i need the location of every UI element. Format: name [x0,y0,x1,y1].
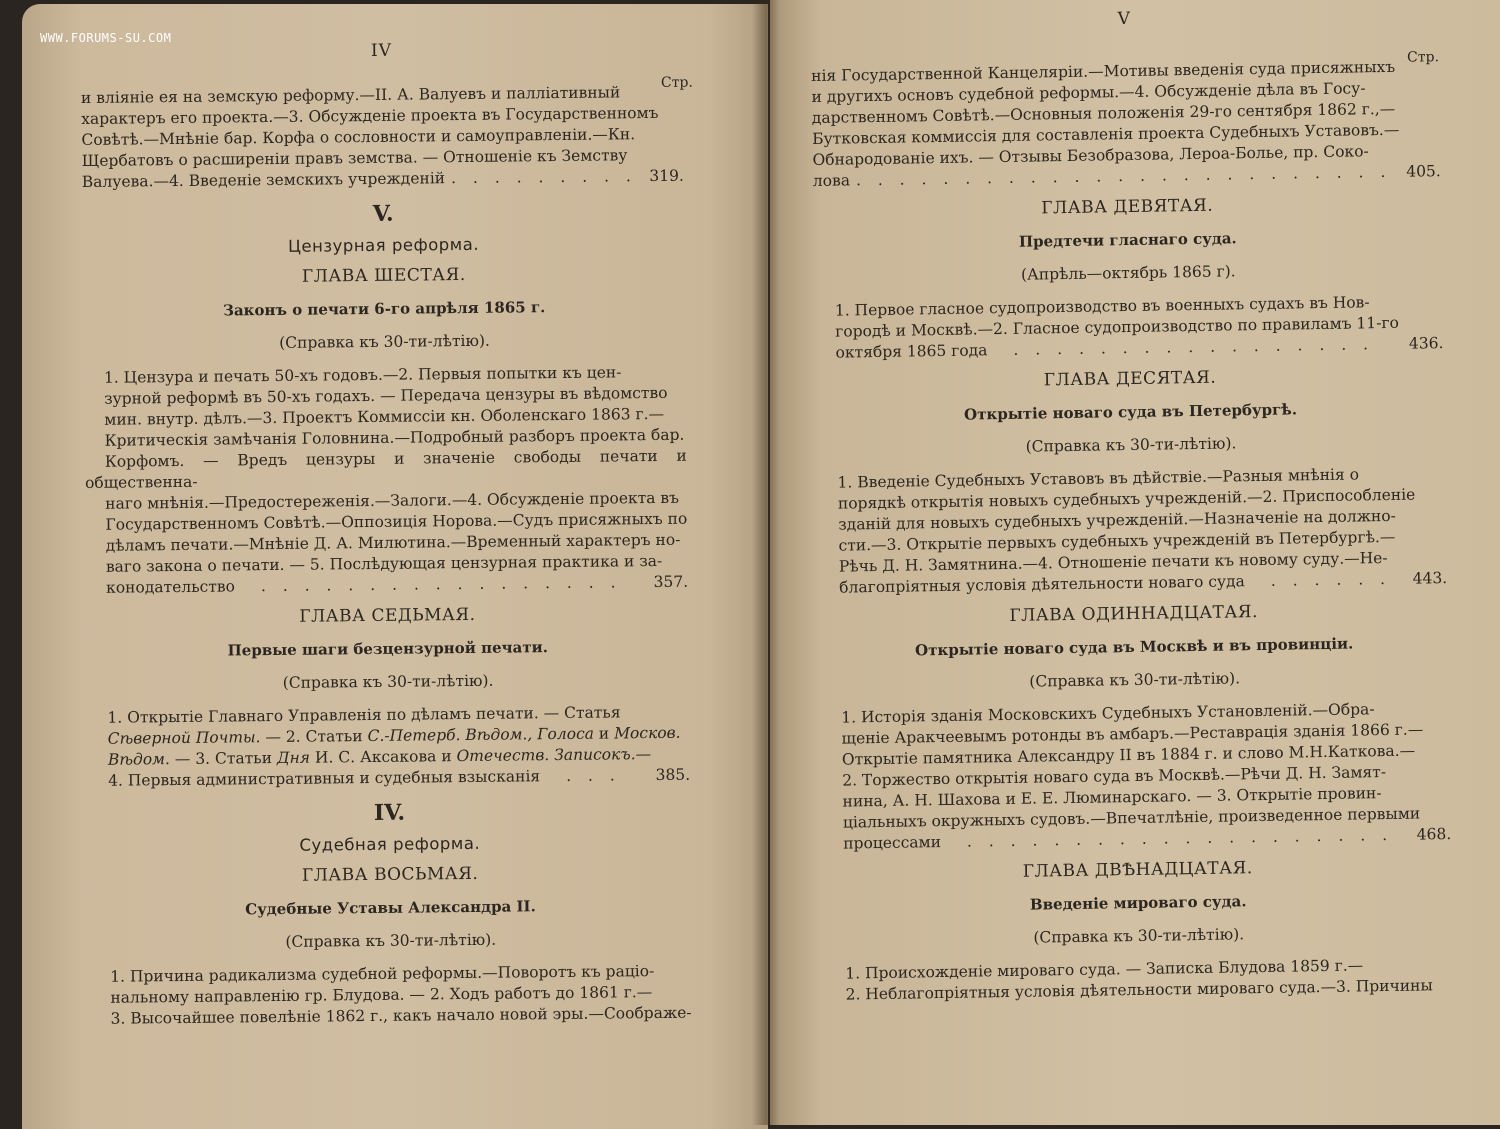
toc-line: 1. Введеніе Судебныхъ Уставовъ въ дѣйствіе.—Разныя мнѣнія о [837,465,1360,492]
toc-line: наго мнѣнія.—Предостереженія.—Залоги.—4. Обсужденіе проекта въ [105,488,680,513]
toc-entry [817,463,1447,599]
right-page-number: V [1117,8,1132,30]
toc-line: Совѣтѣ.—Мнѣніе бар. Корфа о сословности и самоуправленіи.—Кн. [81,125,636,149]
dot-leader [546,765,630,787]
toc-line: 1. Происхожденіе мироваго суда. — Записка Блудова 1859 г.— [845,956,1364,983]
italic-text: Отечеств. Записокъ. [456,745,636,766]
toc-line: 1. Первое гласное судопроизводство въ военныхъ судахъ въ Нов- [834,293,1370,320]
left-page-number: IV [370,40,393,61]
toc-line: 1. Причина радикализма судебной реформы.—Поворотъ къ раціо- [110,962,655,986]
toc-line: порядкѣ открытія новыхъ судебныхъ учрежденій.—2. Приспособленіе [837,485,1416,513]
chapter-note: (Справка къ 30-ти-лѣтію). [1025,434,1237,456]
part-number: IV. [373,799,406,826]
part-number: V. [372,200,394,227]
text: — 3. Статьи [169,748,278,769]
chapter-note: (Справка къ 30-ти-лѣтію). [285,930,497,951]
toc-line: нальному направленію гр. Блудова. — 2. Ходъ работъ до 1861 г.— [110,983,653,1007]
toc-line: зурной реформѣ въ 50-хъ годахъ. — Передача цензуры въ вѣдомство [104,383,668,408]
toc-line: зданій для новыхъ судебныхъ учрежденій.—Назначеніе на должно- [838,506,1396,534]
toc-line: 3. Высочайшее повелѣніе 1862 г., какъ начало новой эры.—Соображе- [110,1003,692,1028]
toc-line: 1. Открытіе Главнаго Управленія по дѣламъ печати. — Статья [107,703,621,727]
toc-entry [811,56,1441,192]
toc-line: Обнародованіе ихъ. — Отзывы Безобразова, Лероа-Болье, пр. Соко- [812,142,1369,169]
right-page-content [810,0,1454,1006]
chapter-note: (Справка къ 30-ти-лѣтію). [279,331,491,352]
toc-entry [821,698,1451,855]
toc-line: и другихъ основъ судебной реформы.—4. Обсужденіе дѣла въ Госу- [811,79,1366,106]
book-gutter [752,0,780,1125]
chapter-heading: ГЛАВА ДЕВЯТАЯ. [1041,195,1214,219]
toc-line: Корфомъ. — Вредъ цензуры и значеніе свободы печати и общественна- [84,446,687,492]
chapter-title: Открытіе новаго суда въ Петербургѣ. [963,400,1298,424]
toc-line: Валуева.—4. Введеніе земскихъ учрежденій [81,169,446,191]
toc-line: ціальныхъ окружныхъ судовъ.—Впечатлѣніе, произведенное первыми [842,804,1421,832]
page-ref: 468. [1416,825,1452,844]
toc-line: мин. внутр. дѣлъ.—3. Проектъ Коммиссіи кн. Оболенскаго 1863 г.— [104,404,665,429]
page-ref: 357. [653,572,689,592]
toc-line: октября 1865 года [835,341,988,362]
toc-line: конодательство [106,577,236,597]
toc-line: щеніе Аракчеевымъ ротонды въ амбаръ.—Реставрація зданія 1866 г.— [841,720,1424,748]
chapter-note: (Апрѣль—октябрь 1865 г). [1020,262,1236,284]
toc-line: лова [812,171,851,190]
part-title: Судебная реформа. [299,833,481,855]
toc-line: дѣламъ печати.—Мнѣніе Д. А. Милютина.—Временный характеръ но- [105,530,681,555]
left-page [22,4,768,1129]
text: — 2. Статьи [260,727,368,747]
chapter-heading: ГЛАВА СЕДЬМАЯ. [299,604,476,627]
chapter-heading: ГЛАВА ВОСЬМАЯ. [301,863,479,886]
toc-line: 1. Цензура и печать 50-хъ годовъ.—2. Первыя попытки къ цен- [103,363,622,387]
toc-entry [825,954,1454,1006]
toc-entry [84,362,688,599]
str-label: Стр. [660,74,693,91]
toc-line: 2. Торжество открытія новаго суда въ Москвѣ.—Рѣчи Д. Н. Замят- [842,763,1387,790]
right-page [770,0,1500,1125]
chapter-heading: ГЛАВА ШЕСТАЯ. [301,264,466,287]
part-title: Цензурная реформа. [287,234,480,256]
chapter-note: (Справка къ 30-ти-лѣтію). [1033,925,1245,947]
toc-line: нина, А. Н. Шахова и Е. Е. Люминарскаго. — 3. Открытіе провин- [842,784,1382,811]
toc-line: Критическія замѣчанія Головнина.—Подробный разборъ проекта бар. [104,425,685,450]
italic-text: Вѣдом. [107,750,171,769]
chapter-title: Открытіе новаго суда въ Москвѣ и въ провинціи. [914,634,1354,660]
page-ref: 405. [1406,162,1441,181]
text: И. С. Аксакова и [309,747,457,767]
dot-leader [1251,569,1387,592]
toc-line: Открытіе памятника Александру II въ 1884 г. и слово М.Н.Каткова.— [841,741,1416,769]
chapter-heading: ГЛАВА ДЕСЯТАЯ. [1043,367,1217,391]
page-ref: 436. [1408,334,1444,353]
toc-line: 4. Первыя административныя и судебныя взысканія [108,767,541,790]
str-label: Стр. [1406,49,1440,66]
dot-leader [241,572,628,597]
text: и [593,724,615,743]
chapter-note: (Справка къ 30-ти-лѣтію). [282,671,494,692]
italic-text: Дня [276,748,311,767]
chapter-heading: ГЛАВА ДВѢНАДЦАТАЯ. [1022,858,1253,882]
chapter-heading: ГЛАВА ОДИННАДЦАТАЯ. [1009,602,1259,626]
toc-line: Щербатовъ о расширеніи правъ земства. — Отношеніе къ Земству [81,146,628,170]
toc-line: Бутковская коммиссія для составленія проекта Судебныхъ Уставовъ.— [812,120,1400,148]
toc-line: характеръ его проекта.—3. Обсужденіе проекта въ Государственномъ [81,103,659,128]
toc-line: нія Государственной Канцеляріи.—Мотивы введенія суда присяжныхъ [811,57,1396,85]
chapter-title: Предтечи гласнаго суда. [1018,229,1237,251]
toc-line: ваго закона о печати. — 5. Послѣдующая цензурная практика и за- [105,551,663,576]
page-ref: 385. [655,765,691,785]
chapter-title: Законъ о печати 6-го апрѣля 1865 г. [222,298,546,320]
toc-line: процессами [843,833,942,853]
italic-text: Москов. [614,723,681,743]
chapter-title: Первые шаги безцензурной печати. [227,638,549,660]
toc-line: и вліяніе ея на земскую реформу.—II. А. Валуевъ и паллiативный [80,83,621,107]
toc-line: сти.—3. Открытіе первыхъ судебныхъ учрежденій въ Петербургѣ.— [838,527,1396,555]
text: — [635,745,652,764]
toc-line: дарственномъ Совѣтѣ.—Основныя положенія 29-го сентября 1862 г.,— [811,99,1396,127]
toc-line: Рѣчь Д. Н. Замятнина.—4. Отношеніе печати къ новому суду.—Не- [838,548,1388,576]
toc-line: 1. Исторія зданія Московскихъ Судебныхъ Установленій.—Обра- [841,700,1375,727]
chapter-title: Судебные Уставы Александра II. [245,897,536,919]
toc-line: благопріятныя условія дѣятельности новаго суда [839,572,1245,597]
italic-text: Сѣверной Почты. [107,728,261,748]
chapter-note: (Справка къ 30-ти-лѣтію). [1029,669,1241,691]
toc-entry [90,961,693,1030]
chapter-title: Введеніе мироваго суда. [1029,892,1247,914]
page-ref: 443. [1412,569,1448,588]
toc-line: 2. Неблагопріятныя условія дѣятельности мироваго суда.—3. Причины [845,976,1433,1004]
toc-entry [81,82,684,193]
toc-line: Государственномъ Совѣтѣ.—Оппозиція Норова.—Судъ присяжныхъ по [105,509,688,534]
toc-entry [815,291,1444,364]
italic-text: С.-Петерб. Вѣдом., Голоса [367,724,595,746]
left-page-content [80,4,693,1030]
toc-entry [87,702,690,792]
toc-line: городѣ и Москвѣ.—2. Гласное судопроизводство по правиламъ 11-го [835,313,1400,341]
watermark: WWW.FORUMS-SU.COM [40,31,172,45]
page-ref: 319. [649,166,684,186]
dot-leader [451,166,643,189]
